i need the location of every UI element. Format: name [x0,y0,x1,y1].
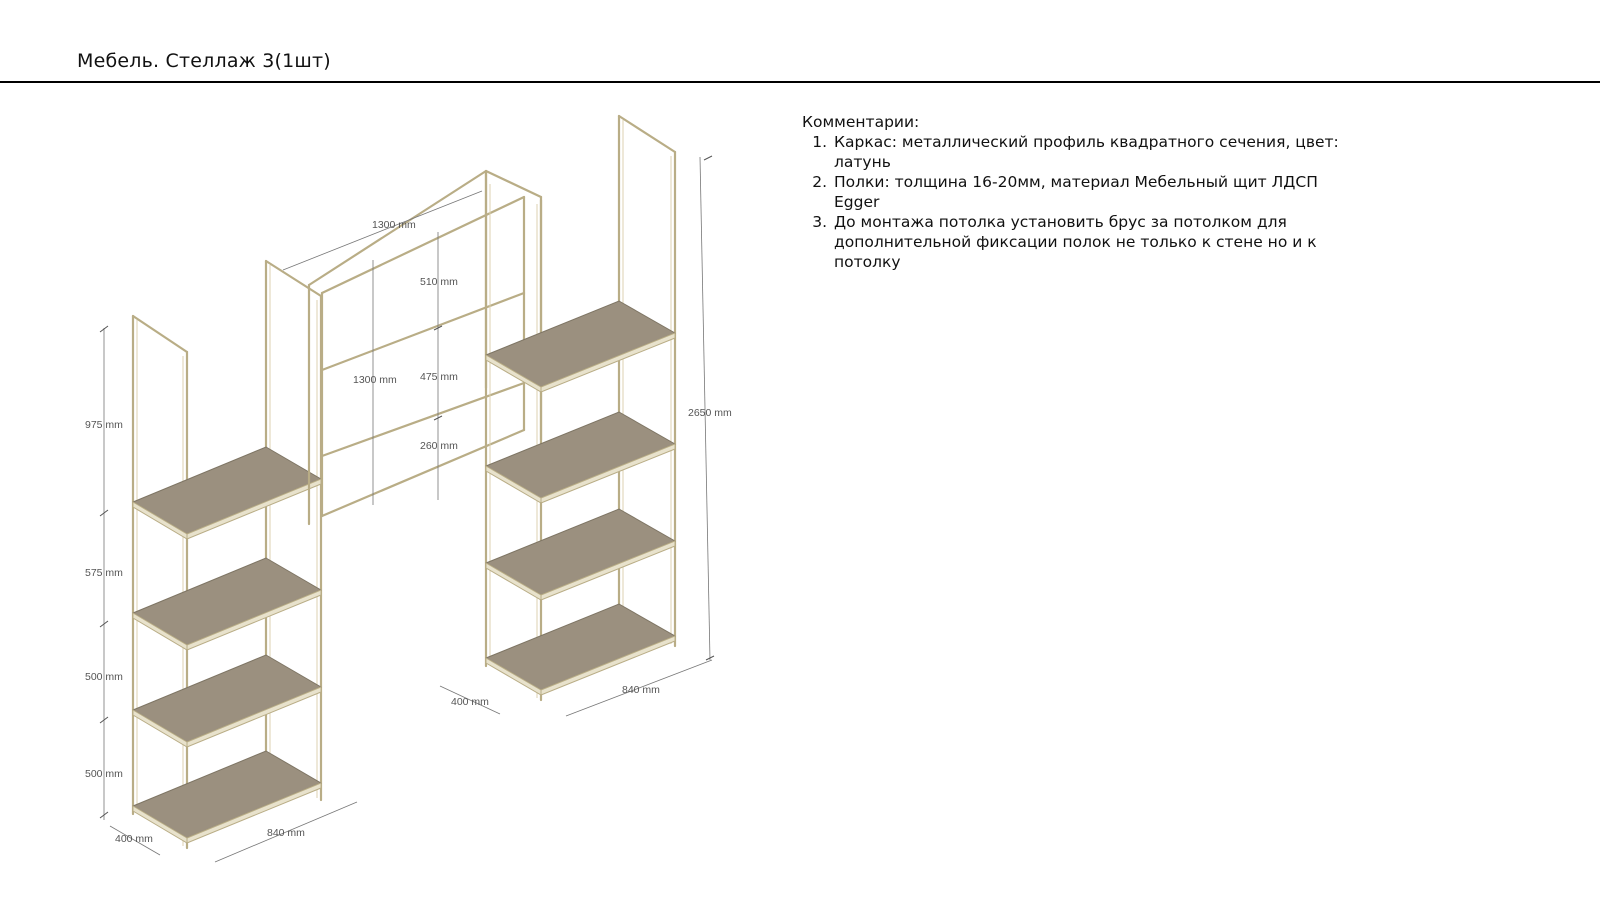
comment-item-mounting: 3. До монтажа потолка установить брус за потолком для дополнительной фиксации полок не только к стене но и к потолку [832,212,1362,272]
dim-label-1300-mid: 1300 mm [353,374,397,386]
right-shelf-1 [486,301,675,392]
left-shelf-1 [133,447,321,539]
comments-heading: Комментарии: [802,113,920,131]
dim-label-500b: 500 mm [85,768,123,780]
right-shelving-unit [486,116,675,700]
dim-label-500a: 500 mm [85,671,123,683]
comments-list [802,132,1362,272]
page-title: Мебель. Стеллаж 3(1шт) [77,50,331,72]
left-shelf-2 [133,558,321,650]
dim-label-840-left: 840 mm [267,827,305,839]
right-top-bar [619,116,675,152]
right-shelf-3 [486,509,675,600]
dim-label-475: 475 mm [420,371,458,383]
dim-label-1300-top: 1300 mm [372,219,416,231]
left-shelving-unit [133,261,321,848]
dim-label-510: 510 mm [420,276,458,288]
dim-label-260: 260 mm [420,440,458,452]
comment-item-frame: 1. Каркас: металлический профиль квадратного сечения, цвет: латунь [832,132,1362,172]
left-top-bar-left [133,316,187,352]
dim-label-2650: 2650 mm [688,407,732,419]
dim-label-840-right: 840 mm [622,684,660,696]
mid-top-bar-back [309,171,541,285]
right-shelf-2 [486,412,675,503]
dim-label-575: 575 mm [85,567,123,579]
left-shelf-3 [133,655,321,747]
comment-item-shelves: 2. Полки: толщина 16-20мм, материал Мебельный щит ЛДСП Egger [832,172,1362,212]
comments-block [802,112,1362,272]
dim-label-400-left: 400 mm [115,833,153,845]
dim-label-400-right: 400 mm [451,696,489,708]
dim-label-975: 975 mm [85,419,123,431]
right-shelf-4 [486,604,675,695]
